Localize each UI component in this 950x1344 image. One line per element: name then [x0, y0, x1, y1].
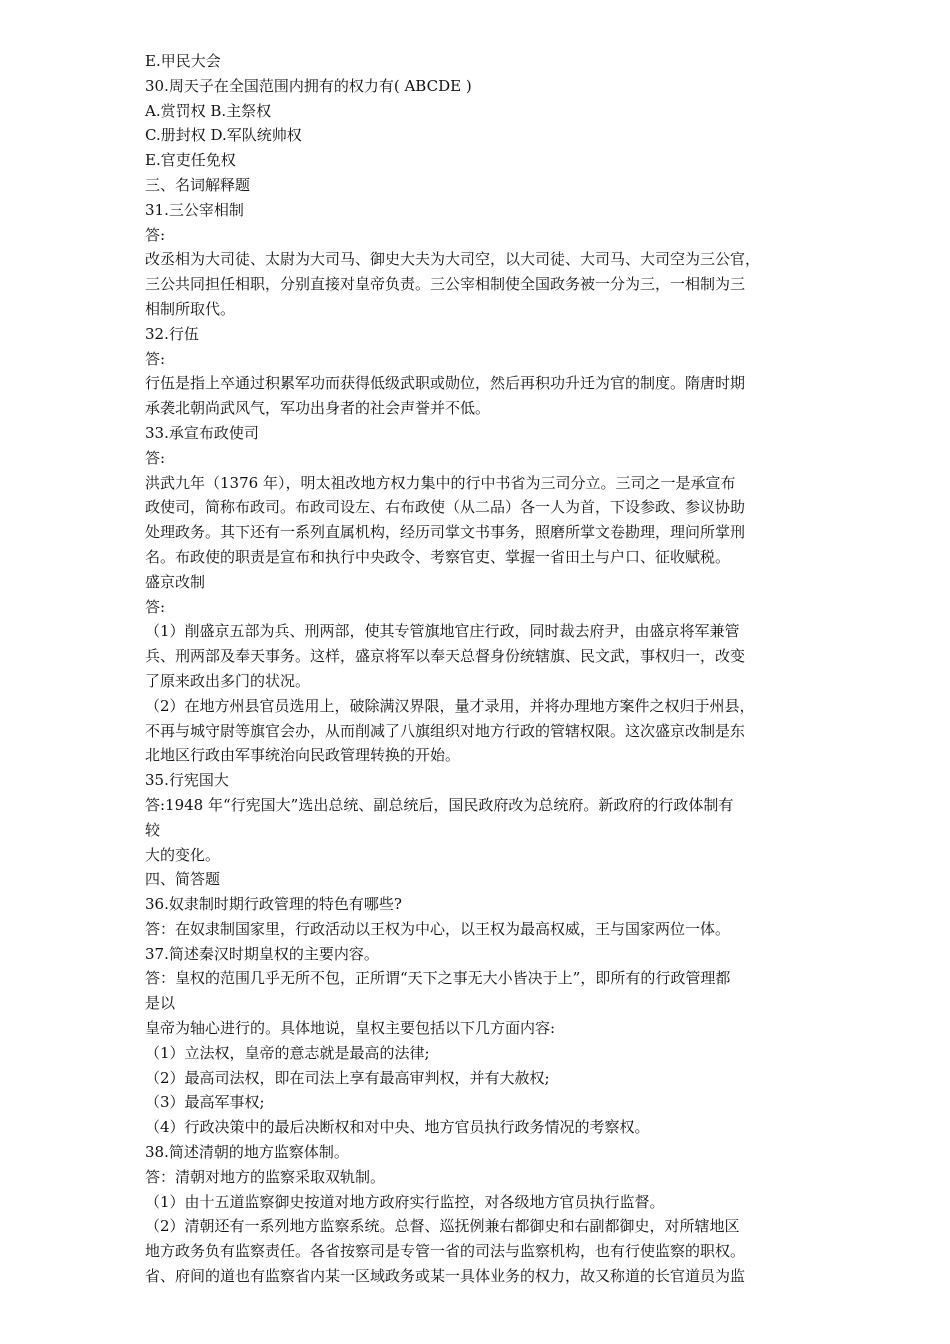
text-line: 改丞相为大司徒、太尉为大司马、御史大夫为大司空，以大司徒、大司马、大司空为三公官，	[145, 250, 761, 269]
text-line: （4）行政决策中的最后决断权和对中央、地方官员执行政务情况的考察权。	[145, 1118, 650, 1137]
text-line: 答:	[145, 349, 166, 368]
text-line: 政使司，简称布政司。布政司设左、右布政使（从二品）各一人为首，下设参政、参议协助	[145, 498, 746, 517]
text-line: 是以	[145, 994, 176, 1013]
text-line: C.册封权 D.军队统帅权	[145, 126, 302, 145]
text-line: E.甲民大会	[145, 52, 221, 70]
text-line: 四、简答题	[145, 870, 221, 889]
text-line: 皇帝为轴心进行的。具体地说，皇权主要包括以下几方面内容:	[145, 1019, 556, 1038]
text-line: 答:	[145, 448, 166, 467]
text-line: 地方政务负有监察责任。各省按察司是专管一省的司法与监察机构，也有行使监察的职权。	[145, 1242, 746, 1261]
text-line: 大的变化。	[145, 845, 221, 864]
text-line: 兵、刑两部及奉天事务。这样，盛京将军以奉天总督身份统辖旗、民文武，事权归一，改变	[145, 647, 746, 666]
text-line: 32.行伍	[145, 324, 199, 343]
text-line: 答：清朝对地方的监察采取双轨制。	[145, 1167, 386, 1186]
text-line: 38.简述清朝的地方监察体制。	[145, 1143, 349, 1162]
text-line: 洪武九年（1376 年），明太祖改地方权力集中的行中书省为三司分立。三司之一是承宣布	[145, 473, 736, 492]
text-line: 答:	[145, 597, 166, 616]
text-line: 省、府间的道也有监察省内某一区域政务或某一具体业务的权力，故又称道的长官道员为监	[145, 1267, 746, 1286]
text-line: 较	[145, 820, 161, 839]
text-line: （2）最高司法权，即在司法上享有最高审判权，并有大赦权;	[145, 1068, 550, 1087]
text-line: 答：皇权的范围几乎无所不包，正所谓“天下之事无大小皆决于上”，即所有的行政管理都	[145, 969, 731, 988]
text-line: 行伍是指上卒通过积累军功而获得低级武职或勋位，然后再积功升迁为官的制度。隋唐时期	[145, 374, 746, 393]
text-line: （1）削盛京五部为兵、刑两部，使其专管旗地官庄行政，同时裁去府尹，由盛京将军兼管	[145, 622, 740, 641]
text-line: 答:1948 年“行宪国大”选出总统、副总统后，国民政府改为总统府。新政府的行政体制有	[145, 795, 734, 814]
text-line: E.官吏任免权	[145, 151, 236, 170]
text-line: 答：在奴隶制国家里，行政活动以王权为中心，以王权为最高权威，王与国家两位一体。	[145, 919, 731, 938]
text-line: （3）最高军事权;	[145, 1093, 265, 1112]
text-line: 三、名词解释题	[145, 175, 251, 194]
text-line: 35.行宪国大	[145, 771, 229, 790]
text-line: 盛京改制	[145, 572, 206, 591]
text-line: 答:	[145, 225, 166, 244]
text-line: 33.承宣布政使司	[145, 423, 259, 442]
text-line: 处理政务。其下还有一系列直属机构，经历司掌文书事务，照磨所掌文卷勘理，理问所掌刑	[145, 523, 746, 542]
text-line: 30.周天子在全国范围内拥有的权力有( ABCDE )	[145, 76, 472, 95]
text-line: 了原来政出多门的状况。	[145, 671, 311, 690]
document-body	[145, 49, 820, 1289]
text-line: 北地区行政由军事统治向民政管理转换的开始。	[145, 746, 461, 765]
text-line: （1）由十五道监察御史按道对地方政府实行监控，对各级地方官员执行监督。	[145, 1192, 665, 1211]
text-line: 37.简述秦汉时期皇权的主要内容。	[145, 944, 379, 963]
text-line: （1）立法权，皇帝的意志就是最高的法律;	[145, 1043, 430, 1062]
text-line: 三公共同担任相职，分别直接对皇帝负责。三公宰相制使全国政务被一分为三，一相制为三	[145, 275, 746, 294]
text-line: 名。布政使的职责是宣布和执行中央政令、考察官吏、掌握一省田土与户口、征收赋税。	[145, 547, 731, 566]
text-line: A.赏罚权 B.主祭权	[145, 101, 272, 120]
text-line: 31.三公宰相制	[145, 200, 244, 219]
text-line: 相制所取代。	[145, 299, 236, 318]
text-line: （2）清朝还有一系列地方监察系统。总督、巡抚例兼右都御史和右副都御史，对所辖地区	[145, 1217, 740, 1236]
text-line: 36.奴隶制时期行政管理的特色有哪些?	[145, 895, 402, 914]
text-line: 承袭北朝尚武风气，军功出身者的社会声誉并不低。	[145, 399, 491, 418]
text-line: 不再与城守尉等旗官会办，从而削减了八旗组织对地方行政的管辖权限。这次盛京改制是东	[145, 721, 746, 740]
text-line: （2）在地方州县官员选用上，破除满汉界限，量才录用，并将办理地方案件之权归于州县，	[145, 696, 755, 715]
